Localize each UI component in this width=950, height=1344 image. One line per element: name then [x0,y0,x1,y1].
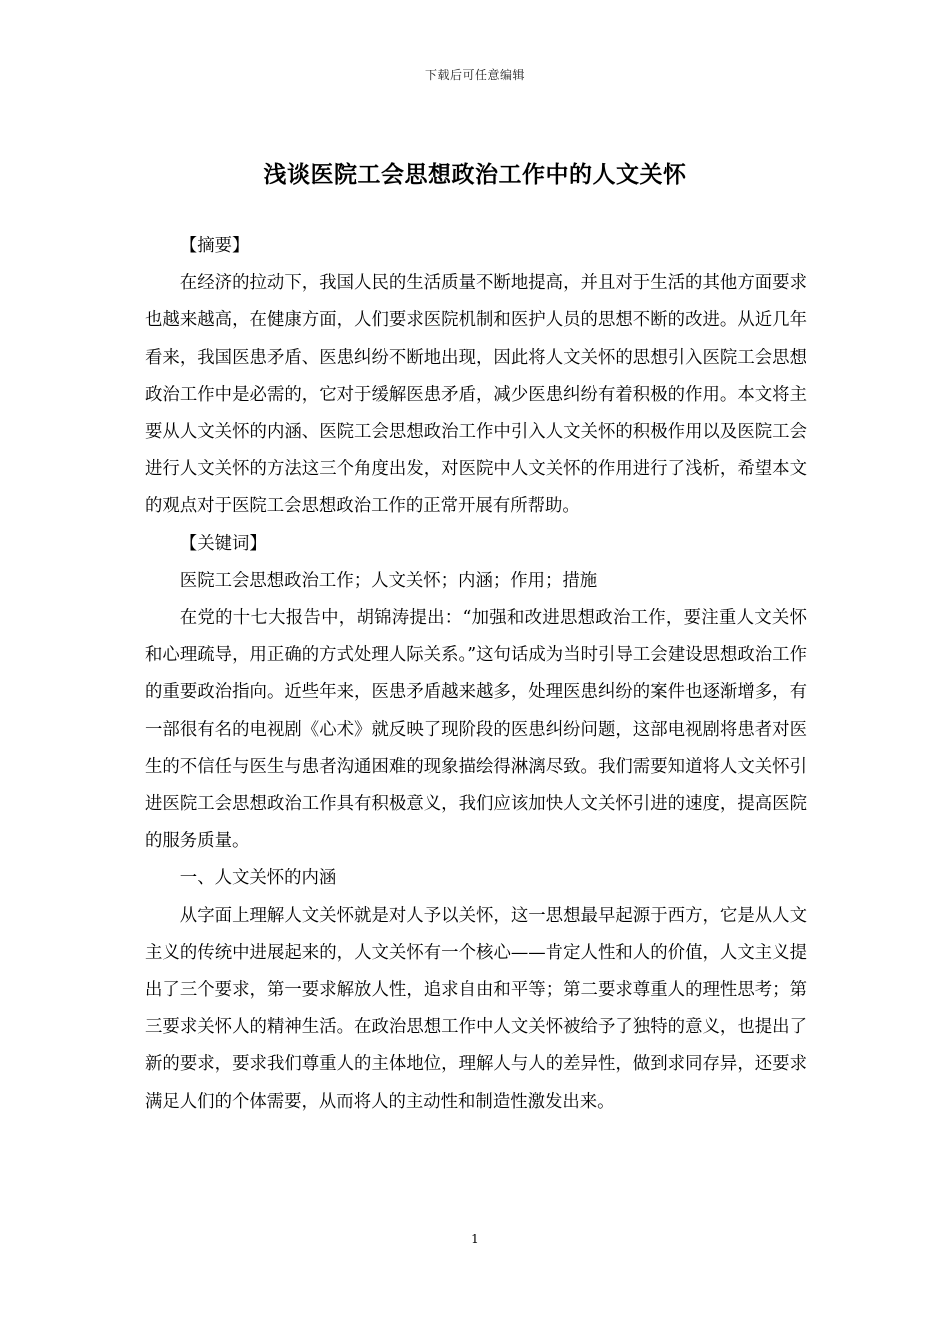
keywords-heading: 【关键词】 [179,533,267,554]
keywords-paragraph: 医院工会思想政治工作；人文关怀；内涵；作用；措施 [179,570,598,591]
document-title: 浅谈医院工会思想政治工作中的人文关怀 [263,161,687,188]
section-1-heading: 一、人文关怀的内涵 [179,868,337,889]
abstract-paragraph: 在经济的拉动下，我国人民的生活质量不断地提高，并且对于生活的其他方面要求也越来越高，在健康方面，人们要求医院机制和医护人员的思想不断的改进。从近几年看来，我国医患矛盾、医患纠纷不断地出现，因此将人文关怀的思想引入医院工会思想政治工作中是必需的，它对于缓解医患矛盾，减少医患纠纷有着积极的作用。本文将主要从人文关怀的内涵、医院工会思想政治工作中引入人文关怀的积极作用以及医院工会进行人文关怀的方法这三个角度出发，对医院中人文关怀的作用进行了浅析，希望本文的观点对于医院工会思想政治工作的正常开展有所帮助。 [145,273,807,517]
header-note: 下载后可任意编辑 [424,68,525,82]
intro-paragraph: 在党的十七大报告中，胡锦涛提出：“加强和改进思想政治工作，要注重人文关怀和心理疏导，用正确的方式处理人际关系。”这句话成为当时引导工会建设思想政治工作的重要政治指向。近些年来，医患矛盾越来越多，处理医患纠纷的案件也逐渐增多，有一部很有名的电视剧《心术》就反映了现阶段的医患纠纷问题，这部电视剧将患者对医生的不信任与医生与患者沟通困难的现象描绘得淋漓尽致。我们需要知道将人文关怀引进医院工会思想政治工作具有积极意义，我们应该加快人文关怀引进的速度，提高医院的服务质量。 [145,608,807,852]
page-number: 1 [471,1232,479,1246]
section-1-paragraph: 从字面上理解人文关怀就是对人予以关怀，这一思想最早起源于西方，它是从人文主义的传统中进展起来的，人文关怀有一个核心——肯定人性和人的价值，人文主义提出了三个要求，第一要求解放人性，追求自由和平等；第二要求尊重人的理性思考；第三要求关怀人的精神生活。在政治思想工作中人文关怀被给予了独特的意义，也提出了新的要求，要求我们尊重人的主体地位，理解人与人的差异性，做到求同存异，还要求满足人们的个体需要，从而将人的主动性和制造性激发出来。 [145,905,807,1112]
abstract-heading: 【摘要】 [179,236,250,256]
document-body [145,228,807,1121]
